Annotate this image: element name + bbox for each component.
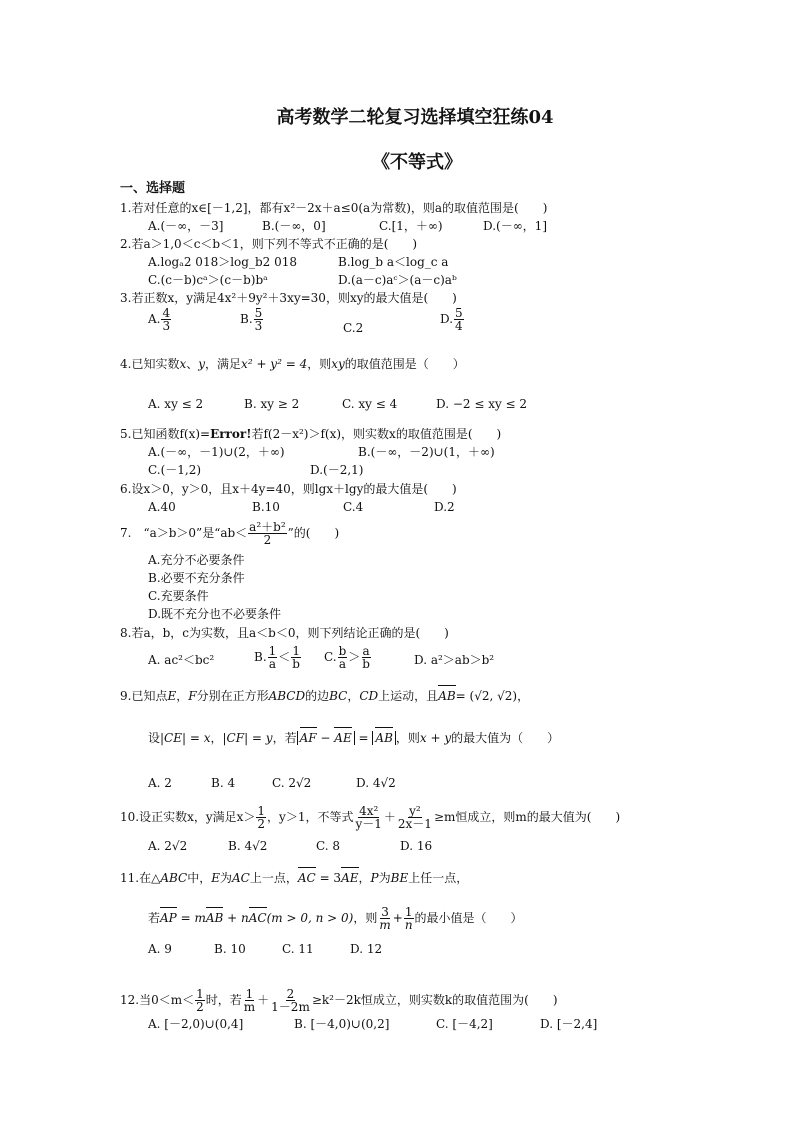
q11-option-b: B. 10 [214, 942, 246, 956]
text: 的最大值为（ ） [451, 731, 560, 745]
expr: △ABC [151, 871, 188, 885]
text: ，则 [395, 731, 420, 745]
denominator: 2 [257, 817, 266, 831]
q7-option-d: D.既不充分也不必要条件 [148, 607, 282, 621]
label: C. [324, 650, 337, 664]
numerator: 1 [257, 804, 266, 818]
var: AC [232, 871, 250, 885]
q12-option-b: B. [－4,0)∪(0,2] [294, 1017, 390, 1031]
q7-stem [120, 521, 339, 546]
var: E [211, 871, 220, 885]
text: = (√2, √2)， [455, 689, 530, 703]
text: 9.已知点 [120, 689, 168, 703]
text: 上任一点， [408, 871, 469, 885]
var: E [167, 689, 177, 703]
q10-option-c: C. 8 [316, 839, 341, 853]
denominator: 3 [162, 319, 171, 333]
q9-option-d: D. 4√2 [356, 776, 396, 790]
vector: AE [341, 871, 359, 885]
label: B. [254, 650, 267, 664]
q1-stem: 1.若对任意的x∈[－1,2]，都有x²－2x＋a≤0(a为常数)，则a的取值范围是( ) [120, 201, 548, 215]
q6-option-a: A.40 [148, 500, 176, 514]
q5-option-c: C.(－1,2) [148, 463, 202, 477]
fraction [291, 645, 301, 670]
var: BC [329, 689, 348, 703]
q8-stem: 8.若a，b，c为实数，且a＜b＜0，则下列结论正确的是( ) [120, 626, 449, 640]
vector: AB [205, 911, 224, 925]
fraction [397, 805, 433, 830]
q12-stem [120, 988, 558, 1013]
q5-stem [120, 426, 501, 442]
fraction [195, 988, 205, 1013]
vector: AB [375, 731, 393, 745]
numerator: 5 [455, 306, 463, 320]
abs-expr [372, 731, 395, 745]
operator: = 3 [315, 871, 342, 885]
var: ABCD [268, 689, 306, 703]
fraction [338, 645, 348, 670]
text: 分别在正方形 [196, 689, 269, 703]
q3-option-a-label: A. [148, 312, 161, 326]
denominator: 4 [455, 319, 463, 333]
operator: ＋ [257, 993, 270, 1007]
q8-option-d: D. a²＞ab＞b² [414, 653, 495, 667]
numerator: 2 [286, 987, 295, 1001]
text: 4.已知实数 [120, 357, 180, 371]
q9-option-a: A. 2 [148, 776, 172, 790]
q11-option-d: D. 12 [350, 942, 383, 956]
text: ，若 [272, 731, 297, 745]
q3-option-c: C.2 [343, 321, 364, 335]
q10-option-b: B. 4√2 [228, 839, 268, 853]
q3-option-a-fraction [161, 307, 171, 332]
denominator: b [292, 657, 300, 671]
operator: + n [223, 911, 249, 925]
q12-option-c: C. [－4,2] [436, 1017, 493, 1031]
abs-expr [297, 731, 355, 745]
text: 、 [186, 357, 199, 371]
q4-option-a: A. xy ≤ 2 [148, 397, 204, 411]
text: ”的( ) [287, 526, 340, 540]
var: BE [390, 871, 409, 885]
denominator: 1－2m [271, 1000, 310, 1014]
text: ， [210, 731, 223, 745]
fraction [404, 906, 414, 931]
q6-option-c: C.4 [343, 500, 364, 514]
numerator: a [362, 644, 370, 658]
denominator: y－1 [355, 817, 382, 831]
text: 上运动，且 [378, 689, 439, 703]
var: F [188, 689, 197, 703]
text: 若f(2－x²)＞f(x)，则实数x的取值范围是( ) [251, 427, 502, 441]
fraction [270, 988, 311, 1013]
q1-option-c: C.[1，＋∞) [379, 219, 443, 233]
numerator: 1 [268, 644, 277, 658]
q11-line2 [148, 906, 523, 931]
numerator: 4x² [359, 804, 379, 818]
q1-option-a: A.(－∞，－3] [148, 219, 224, 233]
fraction [354, 805, 382, 830]
vector: AC [297, 871, 316, 885]
q4-stem [120, 356, 465, 372]
q7-option-b: B.必要不充分条件 [148, 571, 245, 585]
fraction [256, 805, 266, 830]
q4-option-b: B. xy ≥ 2 [244, 397, 300, 411]
q8-option-b [254, 645, 302, 670]
q3-option-d-label: D. [440, 312, 454, 326]
numerator: 1 [196, 987, 204, 1001]
q5-option-a: A.(－∞，－1)∪(2，＋∞) [148, 445, 285, 459]
section-heading: 一、选择题 [120, 181, 186, 196]
text: ，则 [307, 357, 332, 371]
q6-option-b: B.10 [252, 500, 280, 514]
denominator: b [362, 657, 370, 671]
vector: AC [248, 911, 267, 925]
q2-option-b: B.log_b a＜log_c a [338, 255, 449, 269]
var: P [370, 871, 379, 885]
text: ，y＞1，不等式 [267, 810, 354, 824]
q2-option-a: A.logₐ2 018＞log_b2 018 [148, 255, 297, 269]
q9-option-c: C. 2√2 [272, 776, 312, 790]
operator: + [392, 911, 403, 925]
text: ， [347, 689, 360, 703]
q9-option-b: B. 4 [211, 776, 236, 790]
q7-option-a: A.充分不必要条件 [148, 553, 245, 567]
operator: − [316, 731, 335, 745]
numerator: 1 [292, 644, 300, 658]
vector: AF [299, 731, 317, 745]
q8-option-a: A. ac²＜bc² [148, 653, 215, 667]
numerator: 3 [381, 905, 389, 919]
text: 11.在 [120, 871, 152, 885]
operator: = m [176, 911, 206, 925]
text: 设 [148, 731, 161, 745]
text: 为 [220, 871, 233, 885]
vector: AB [438, 689, 456, 703]
text: 的边 [305, 689, 330, 703]
equation: x² + y² = 4 [241, 357, 308, 371]
expr: x + y [419, 731, 452, 745]
numerator: y² [409, 804, 421, 818]
text: ， [358, 871, 371, 885]
q3-stem: 3.若正数x，y满足4x²＋9y²＋3xy=30，则xy的最大值是( ) [120, 291, 457, 305]
q10-option-a: A. 2√2 [148, 839, 188, 853]
fraction [378, 906, 391, 931]
document-subtitle: 《不等式》 [372, 152, 462, 173]
text: 中， [187, 871, 212, 885]
operator: ＋ [383, 810, 396, 824]
q3-option-b-fraction [254, 307, 264, 332]
numerator: 1 [245, 987, 254, 1001]
var-y: y [198, 357, 206, 371]
denominator: m [243, 1000, 256, 1014]
q3-option-b [240, 307, 264, 332]
expr: (m > 0, n > 0) [266, 911, 354, 925]
operator: = [354, 731, 373, 745]
vector: AP [160, 911, 177, 925]
vector: AE [334, 731, 352, 745]
q2-option-c: C.(c－b)cᵃ＞(c－b)bᵃ [148, 273, 268, 287]
q7-option-c: C.充要条件 [148, 589, 209, 603]
q5-option-b: B.(－∞，－2)∪(1，＋∞) [358, 445, 495, 459]
text: 7. “a＞b＞0”是“ab＜ [120, 526, 248, 540]
q1-option-d: D.(－∞，1] [483, 219, 548, 233]
text: 上一点， [249, 871, 298, 885]
denominator: m [379, 918, 391, 932]
text: 为 [378, 871, 391, 885]
var-x: x [179, 357, 187, 371]
fraction [361, 645, 371, 670]
text: ， [176, 689, 189, 703]
operator: ＞ [348, 650, 361, 664]
expr: |CE| = x [160, 731, 211, 745]
error-marker: Error! [210, 427, 252, 441]
text: 10.设正实数x，y满足x＞ [120, 810, 256, 824]
text: 12.当0＜m＜ [120, 993, 195, 1007]
q6-stem: 6.设x＞0，y＞0，且x＋4y=40，则lgx＋lgy的最大值是( ) [120, 482, 457, 496]
text: ，则 [353, 911, 378, 925]
document-title: 高考数学二轮复习选择填空狂练04 [276, 107, 554, 128]
q2-option-d: D.(a－c)aᶜ＞(a－c)aᵇ [338, 273, 457, 287]
denominator: a [338, 657, 346, 671]
denominator: 2 [263, 533, 272, 547]
numerator: b [338, 644, 347, 658]
text: 时，若 [205, 993, 242, 1007]
denominator: 3 [254, 319, 263, 333]
q9-line2 [148, 730, 559, 746]
numerator: 5 [254, 306, 263, 320]
q8-option-c [324, 645, 372, 670]
q11-line1 [120, 870, 468, 886]
operator: ＜ [278, 650, 291, 664]
q3-option-b-label: B. [240, 312, 253, 326]
text: 5.已知函数f(x)= [120, 427, 211, 441]
text: ≥m恒成立，则m的最大值为( ) [433, 810, 621, 824]
q6-option-d: D.2 [434, 500, 455, 514]
q12-option-d: D. [－2,4] [540, 1017, 598, 1031]
denominator: 2 [196, 1000, 204, 1014]
text: ，满足 [205, 357, 242, 371]
q3-option-d [440, 307, 465, 332]
q3-option-d-fraction [454, 307, 464, 332]
denominator: n [404, 918, 413, 932]
numerator: a²＋b² [249, 520, 286, 534]
q10-stem [120, 805, 620, 830]
fraction [243, 988, 256, 1013]
expr: |CF| = y [222, 731, 273, 745]
q4-option-c: C. xy ≤ 4 [342, 397, 398, 411]
denominator: a [268, 657, 277, 671]
numerator: 1 [404, 905, 413, 919]
q7-fraction [248, 521, 286, 546]
denominator: 2x－1 [397, 817, 432, 831]
q5-option-d: D.(－2,1) [310, 463, 364, 477]
fraction [268, 645, 278, 670]
q12-option-a: A. [－2,0)∪(0,4] [148, 1017, 244, 1031]
text: 的最小值是（ ） [414, 911, 523, 925]
q10-option-d: D. 16 [400, 839, 433, 853]
text: ≥k²－2k恒成立，则实数k的取值范围为( ) [311, 993, 558, 1007]
numerator: 4 [162, 306, 171, 320]
text: 若 [148, 911, 161, 925]
text: 的取值范围是（ ） [344, 357, 465, 371]
q11-option-a: A. 9 [148, 942, 172, 956]
var-xy: xy [331, 357, 345, 371]
var: CD [359, 689, 379, 703]
q9-line1 [120, 688, 529, 704]
q3-option-a [148, 307, 172, 332]
q11-option-c: C. 11 [282, 942, 314, 956]
q1-option-b: B.(－∞，0] [262, 219, 326, 233]
q2-stem: 2.若a＞1,0＜c＜b＜1，则下列不等式不正确的是( ) [120, 237, 418, 251]
q4-option-d: D. −2 ≤ xy ≤ 2 [436, 397, 528, 411]
